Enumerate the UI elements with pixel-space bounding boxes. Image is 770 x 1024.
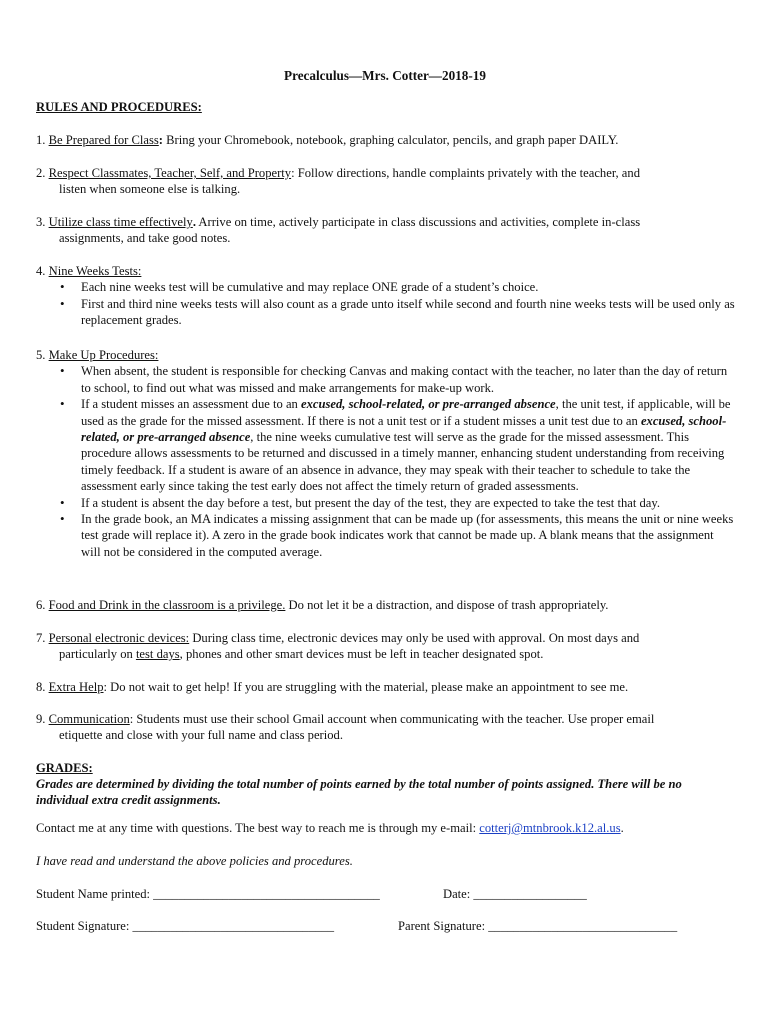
rule-text: Students must use their school Gmail account when communicating with the teacher. Use proper email [133,712,655,726]
rule-number: 3. [36,215,46,229]
list-item-text: If a student misses an assessment due to an [81,397,301,412]
student-name-field[interactable]: Student Name printed: ____________________________________ [36,887,380,901]
emphasis-text: excused, school-related, or pre-arranged absence [81,413,727,445]
grades-note: Grades are determined by dividing the total number of points earned by the total number of points assigned. There will be no individual extra credit assignments. [36,777,682,808]
rules-heading: RULES AND PROCEDURES: [36,100,202,114]
contact-end: . [620,821,624,835]
rule-number: 9. [36,712,46,726]
rule-name: Extra Help [48,680,104,694]
list-item-text: , the unit test, if applicable, will be used as the grade for the missed assessment. If there is not a unit test or if a student misses a unit test due to an [81,397,731,428]
page-title: Precalculus—Mrs. Cotter—2018-19 [284,68,486,83]
rule-number: 2. [36,166,46,180]
grades-heading: GRADES: [36,761,93,775]
contact-line [36,820,736,836]
rule-name: Utilize class time effectively [48,215,193,229]
rule-number: 5. [36,348,46,362]
rule-number: 4. [36,264,46,278]
rule-name: Be Prepared for Class [48,133,159,147]
list-item [36,396,736,494]
rule-3 [36,214,736,247]
underlined-text: test days [135,647,180,662]
rule-number: 6. [36,598,46,612]
parent-signature-field[interactable]: Parent Signature: ______________________________ [398,919,678,933]
rule-1 [36,132,736,148]
date-field[interactable]: Date: __________________ [443,887,587,901]
rule-9 [36,711,736,744]
rule-4 [36,263,736,329]
acknowledgement-text: I have read and understand the above policies and procedures. [36,854,353,868]
rule-name: Food and Drink in the classroom is a privilege. [48,598,286,612]
rule-separator: : [158,133,163,147]
rule-name: Make Up Procedures: [48,348,159,362]
list-item: • First and third nine weeks tests will also count as a grade unto itself while second and fourth nine weeks tests will be used only as replacement grades. [36,296,736,329]
emphasis-text: excused, school-related, or pre-arranged absence [301,397,556,412]
rule-text: Do not wait to get help! If you are struggling with the material, please make an appointment to see me. [107,680,629,694]
rule-name: Respect Classmates, Teacher, Self, and Property [48,166,292,180]
rule-text-continued: listen when someone else is talking. [59,182,241,197]
student-signature-field[interactable]: Student Signature: ________________________________ [36,919,335,933]
rule-text: particularly on [59,647,136,662]
rule-text-continued [36,646,736,662]
rule-8 [36,679,736,695]
rule-2 [36,165,736,198]
list-item: • Each nine weeks test will be cumulative and may replace ONE grade of a student’s choice. [36,279,736,295]
rule-name: Communication [48,712,130,726]
rule-text-continued: assignments, and take good notes. [59,231,231,246]
rule-number: 8. [36,680,46,694]
bullet-list [36,363,736,560]
rule-number: 1. [36,133,46,147]
rule-text: Bring your Chromebook, notebook, graphing calculator, pencils, and graph paper DAILY. [162,133,619,147]
list-item-text: , the nine weeks cumulative test will serve as the grade for the missed assessment. This procedure allows assessments to be returned and discussed in a timely manner, enhancing student understanding from receiving timely feedback. If a student is aware of an absence in advance, they may speak with their teacher to schedule to take the assessment early since taking the test early does not affect the timely return of graded assessments. [81,430,725,494]
contact-text: Contact me at any time with questions. The best way to reach me is through my e-mail: [36,821,480,835]
list-item: • In the grade book, an MA indicates a missing assignment that can be made up (for assessments, this means the unit or nine weeks test grade will replace it). A zero in the grade book indicates work that cannot be made up. A blank means that the assignment will not be considered in the computed average. [36,511,736,560]
bullet-list [36,279,736,328]
rule-name: Personal electronic devices: [48,631,190,645]
rule-text-continued: etiquette and close with your full name and class period. [59,728,343,743]
rule-text: , phones and other smart devices must be left in teacher designated spot. [179,647,544,662]
list-item: • If a student is absent the day before a test, but present the day of the test, they are expected to take the test that day. [36,495,736,511]
rule-text: Do not let it be a distraction, and dispose of trash appropriately. [285,598,609,612]
rule-name: Nine Weeks Tests: [48,264,142,278]
rule-text: Follow directions, handle complaints privately with the teacher, and [294,166,640,180]
rule-text: Arrive on time, actively participate in class discussions and activities, complete in-class [195,215,641,229]
rule-text: During class time, electronic devices may only be used with approval. On most days and [189,631,640,645]
rule-5 [36,347,736,560]
rule-separator: : [103,680,108,694]
rule-7 [36,630,736,663]
rule-number: 7. [36,631,46,645]
rule-separator: : [129,712,134,726]
rule-separator: . [192,215,196,229]
email-link[interactable]: cotterj@mtnbrook.k12.al.us [479,821,621,835]
rule-6 [36,597,736,613]
list-item: • When absent, the student is responsible for checking Canvas and making contact with the teacher, no later than the day of return to school, to find out what was missed and make arrangements for make-up work. [36,363,736,396]
rule-separator: : [291,166,295,180]
